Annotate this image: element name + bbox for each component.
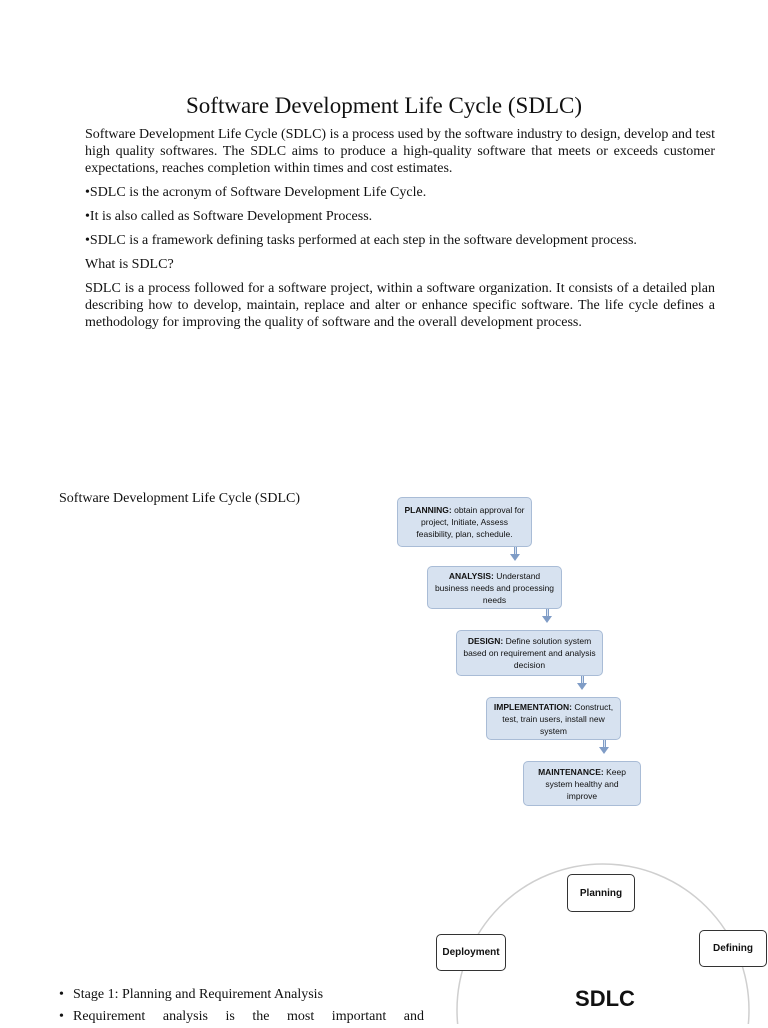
flow-step-label: IMPLEMENTATION: <box>493 701 572 712</box>
definition-paragraph: SDLC is a process followed for a software project, within a software organization. It consists of a detailed plan describing how to develop, maintain, replace and alter or enhance specific software. The life cycle defines a methodology for improving the quality of software and the overall development process. <box>85 281 715 330</box>
cycle-stage-defining: Defining <box>699 930 767 967</box>
flow-arrow-icon <box>544 609 551 623</box>
flow-step-maintenance <box>523 761 641 806</box>
flow-step-planning <box>397 497 532 547</box>
stage-list <box>59 984 424 1028</box>
flow-step-text: Define solution system based on requirement and analysis decision <box>463 636 596 670</box>
cycle-stage-planning: Planning <box>567 874 635 912</box>
flow-arrow-icon <box>601 740 608 754</box>
flow-step-analysis <box>427 566 562 609</box>
flow-step-implementation <box>486 697 621 740</box>
flow-step-text: obtain approval for project, Initiate, Assess feasibility, plan, schedule. <box>416 505 525 539</box>
cycle-stage-deployment: Deployment <box>436 934 506 971</box>
bullet-framework: •SDLC is a framework defining tasks performed at each step in the software development process. <box>85 233 637 248</box>
list-item: • Requirement analysis is the most important and <box>59 1006 424 1028</box>
flow-step-label: MAINTENANCE: <box>538 766 604 777</box>
intro-paragraph: Software Development Life Cycle (SDLC) is a process used by the software industry to design, develop and test high quality softwares. The SDLC aims to produce a high-quality software that meets or exceeds customer expectations, reaches completion within times and cost estimates. <box>85 127 715 176</box>
flow-arrow-icon <box>512 547 519 561</box>
cycle-center-label: SDLC <box>575 986 635 1011</box>
flow-step-label: PLANNING: <box>404 505 452 515</box>
flow-step-design <box>456 630 603 676</box>
list-item: • Stage 1: Planning and Requirement Analysis <box>59 984 424 1006</box>
flow-step-label: DESIGN: <box>467 636 504 646</box>
section-label: Software Development Life Cycle (SDLC) <box>59 491 301 506</box>
bullet-also-called: •It is also called as Software Development Process. <box>85 209 373 224</box>
flow-step-text: Understand business needs and processing needs <box>434 570 555 605</box>
flow-arrow-icon <box>579 676 586 690</box>
bullet-acronym: •SDLC is the acronym of Software Development Life Cycle. <box>85 185 427 200</box>
body-text <box>85 126 715 338</box>
flow-step-text: Keep system healthy and improve <box>545 766 626 801</box>
flow-step-text: Construct, test, train users, install new system <box>502 701 614 736</box>
subheading-what-is-sdlc: What is SDLC? <box>85 257 174 272</box>
page-title: Software Development Life Cycle (SDLC) <box>186 93 582 118</box>
flow-step-label: ANALYSIS: <box>448 570 494 581</box>
